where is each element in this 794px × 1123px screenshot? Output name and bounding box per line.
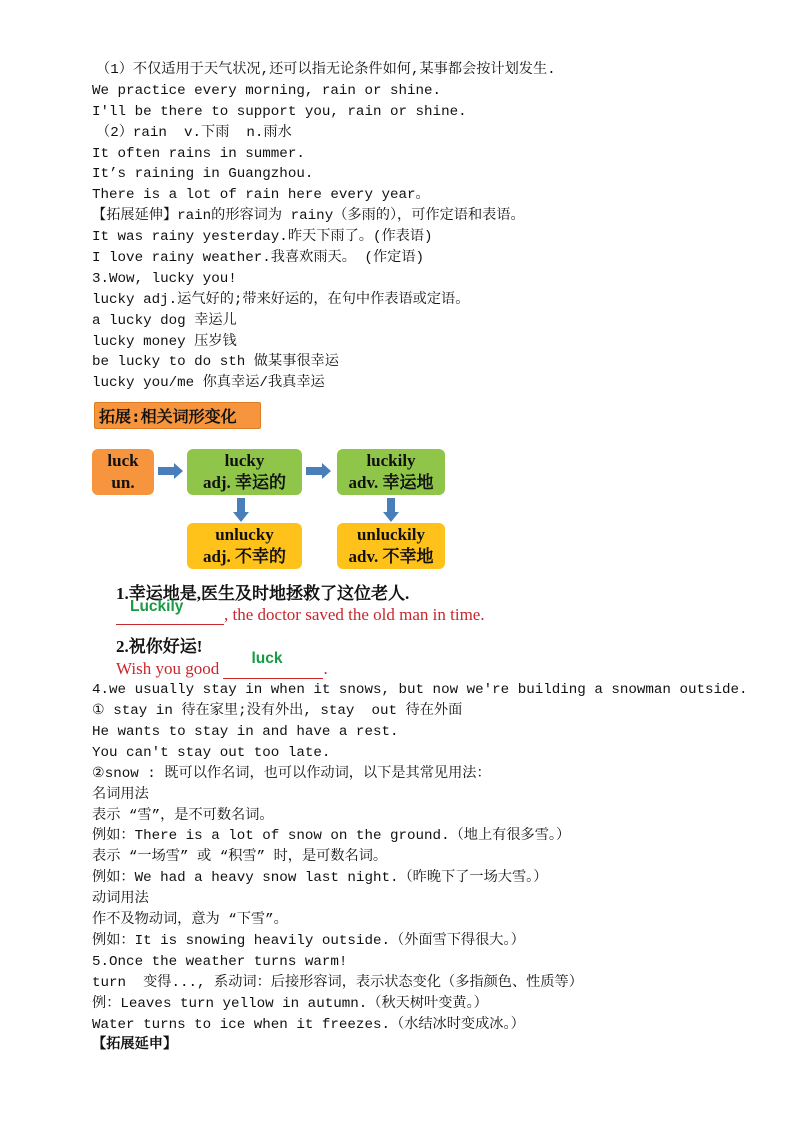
text-line: 名词用法 xyxy=(92,786,149,803)
box-luckily xyxy=(337,449,445,495)
text-line: He wants to stay in and have a rest. xyxy=(92,724,399,741)
arrow-right-icon xyxy=(158,463,184,479)
figure-tag: 拓展:相关词形变化 xyxy=(94,402,261,429)
exercise-1-question: 1.幸运地是,医生及时地拯救了这位老人. xyxy=(116,584,410,604)
box-luck-word: luck xyxy=(107,451,139,471)
text-line: 4.we usually stay in when it snows, but now we're building a snowman outside. xyxy=(92,682,748,699)
text-line: lucky you/me 你真幸运/我真幸运 xyxy=(92,375,325,392)
text-line: 例：Leaves turn yellow in autumn.（秋天树叶变黄。） xyxy=(92,995,488,1012)
exercise-1-rest: , the doctor saved the old man in time. xyxy=(224,605,485,625)
text-line: It was rainy yesterday.昨天下雨了。(作表语) xyxy=(92,229,433,246)
exercise-2-answer: luck xyxy=(251,650,283,668)
text-line: You can't stay out too late. xyxy=(92,744,331,761)
box-luckily-word: luckily xyxy=(366,451,416,471)
exercise-2-blank xyxy=(223,650,323,679)
text-line: 表示 “雪”，是不可数名词。 xyxy=(92,807,274,824)
text-line: 例如：We had a heavy snow last night.（昨晚下了一场大雪。） xyxy=(92,870,548,887)
text-line: 【拓展延申】 xyxy=(92,1037,178,1054)
text-line: I love rainy weather.我喜欢雨天。 (作定语) xyxy=(92,250,425,267)
box-lucky-word: lucky xyxy=(224,451,265,471)
box-luck-pos: un. xyxy=(111,473,135,493)
text-line: 3.Wow, lucky you! xyxy=(92,270,237,287)
text-line: lucky adj.运气好的;带来好运的，在句中作表语或定语。 xyxy=(92,291,470,308)
arrow-down-icon xyxy=(233,498,249,522)
text-line: lucky money 压岁钱 xyxy=(92,333,237,350)
exercise-2-suffix: . xyxy=(323,659,328,679)
box-unlucky-pos: adj. 不幸的 xyxy=(202,547,287,567)
text-line: 5.Once the weather turns warm! xyxy=(92,953,348,970)
box-unlucky xyxy=(187,523,302,569)
text-line: 作不及物动词，意为 “下雪”。 xyxy=(92,912,288,929)
text-line: 例如：There is a lot of snow on the ground.（地上有很多雪。） xyxy=(92,828,571,845)
text-line: 例如：It is snowing heavily outside.（外面雪下得很大。） xyxy=(92,932,525,949)
box-unluckily xyxy=(337,523,445,569)
text-line: 表示 “一场雪” 或 “积雪” 时，是可数名词。 xyxy=(92,849,388,866)
text-line: It’s raining in Guangzhou. xyxy=(92,166,314,183)
text-line: turn 变得..., 系动词：后接形容词，表示状态变化（多指颜色、性质等） xyxy=(92,974,583,991)
text-line: 【拓展延伸】rain的形容词为 rainy（多雨的），可作定语和表语。 xyxy=(92,208,525,225)
box-unlucky-word: unlucky xyxy=(215,525,274,545)
text-line: There is a lot of rain here every year。 xyxy=(92,187,430,204)
document-page xyxy=(92,60,748,1056)
text-line: ① stay in 待在家里;没有外出, stay out 待在外面 xyxy=(92,703,463,720)
text-line: （1）不仅适用于天气状况,还可以指无论条件如何,某事都会按计划发生. xyxy=(96,62,556,78)
text-line: I'll be there to support you, rain or shine. xyxy=(92,103,467,120)
box-luckily-pos: adv. 幸运地 xyxy=(348,473,434,493)
exercise-1-answer: Luckily xyxy=(130,598,184,616)
box-unluckily-word: unluckily xyxy=(356,525,426,545)
arrow-down-icon xyxy=(383,498,399,522)
text-line: Water turns to ice when it freezes.（水结冰时变成冰。） xyxy=(92,1016,525,1033)
box-unluckily-pos: adv. 不幸地 xyxy=(348,547,434,567)
exercise-2-question: 2.祝你好运! xyxy=(116,637,203,657)
box-lucky xyxy=(187,449,302,495)
exercise-1-sentence xyxy=(116,598,485,625)
word-family-figure xyxy=(92,394,732,680)
text-line: We practice every morning, rain or shine. xyxy=(92,82,442,99)
text-line: （2）rain v.下雨 n.雨水 xyxy=(96,124,292,141)
box-luck xyxy=(92,449,154,495)
text-line: be lucky to do sth 做某事很幸运 xyxy=(92,354,339,371)
exercise-2-prefix: Wish you good xyxy=(116,659,224,679)
arrow-right-icon xyxy=(306,463,332,479)
exercise-2-sentence xyxy=(116,650,328,679)
text-block-top xyxy=(92,60,732,394)
text-block-bottom xyxy=(92,680,748,1056)
text-line: ②snow : 既可以作名词，也可以作动词，以下是其常见用法： xyxy=(92,765,491,782)
text-line: It often rains in summer. xyxy=(92,145,305,162)
exercise-1-blank xyxy=(116,598,224,625)
box-lucky-pos: adj. 幸运的 xyxy=(202,473,287,493)
text-line: 动词用法 xyxy=(92,891,149,908)
text-line: a lucky dog 幸运儿 xyxy=(92,312,237,329)
